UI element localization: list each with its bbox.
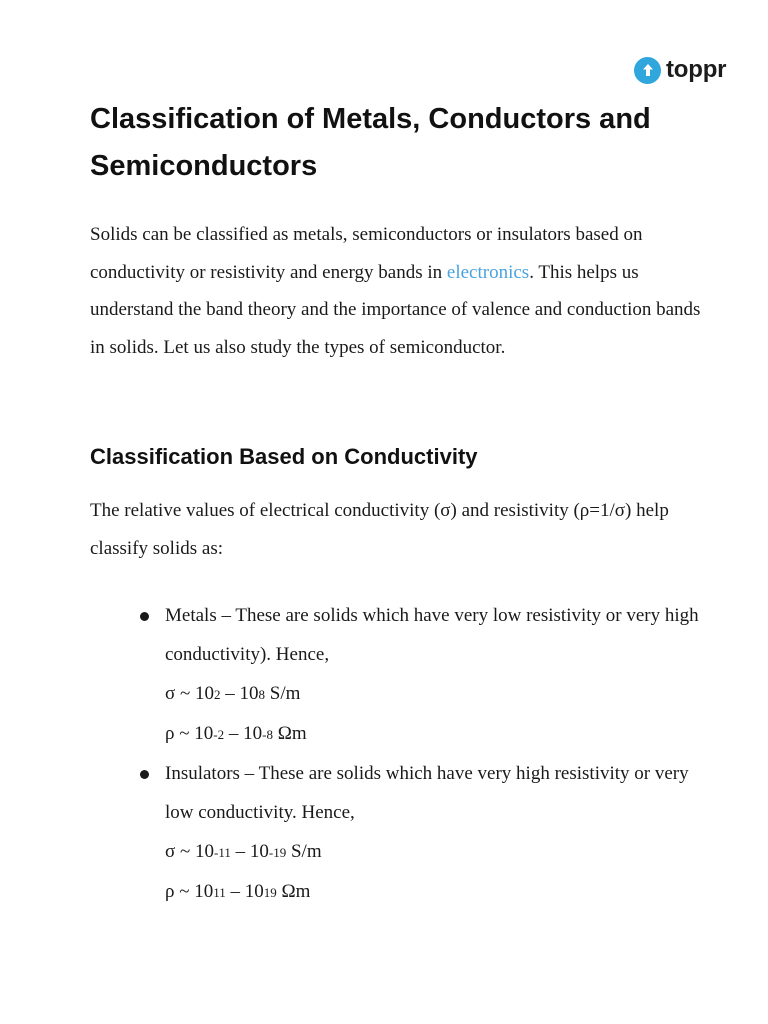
metals-description: Metals – These are solids which have very low resistivity or very high conductivity). Hence, xyxy=(165,605,699,665)
metals-conductivity-formula: σ ~ 102 – 108 S/m xyxy=(165,683,301,704)
electronics-link[interactable]: electronics xyxy=(446,261,530,283)
bullet-icon xyxy=(140,612,149,621)
up-arrow-circle-icon xyxy=(634,57,661,84)
section-paragraph: The relative values of electrical conductivity (σ) and resistivity (ρ=1/σ) help classify solids as: xyxy=(90,500,669,559)
intro-paragraph xyxy=(90,216,710,366)
insulators-resistivity-formula: ρ ~ 1011 – 1019 Ωm xyxy=(165,881,311,902)
section-heading: Classification Based on Conductivity xyxy=(90,444,478,469)
list-item-metals xyxy=(140,596,710,754)
intro-text-start: Solids can be classified as metals, semiconductors or insulators based on conductivity or resistivity and energy bands in xyxy=(90,224,643,283)
list-item-insulators xyxy=(140,754,710,912)
metals-resistivity-formula: ρ ~ 10-2 – 10-8 Ωm xyxy=(165,723,307,744)
page-title: Classification of Metals, Conductors and Semiconductors xyxy=(90,103,651,182)
brand-name: toppr xyxy=(666,56,727,83)
insulators-description: Insulators – These are solids which have very high resistivity or very low conductivity. Hence, xyxy=(165,763,689,823)
classification-list xyxy=(140,596,710,912)
insulators-conductivity-formula: σ ~ 10-11 – 10-19 S/m xyxy=(165,841,322,862)
intro-text-end: . This helps us understand the band theory and the importance of valence and conduction bands in solids. Let us also study the types of semiconductor. xyxy=(90,261,701,358)
bullet-icon xyxy=(140,770,149,779)
toppr-logo xyxy=(634,53,726,87)
